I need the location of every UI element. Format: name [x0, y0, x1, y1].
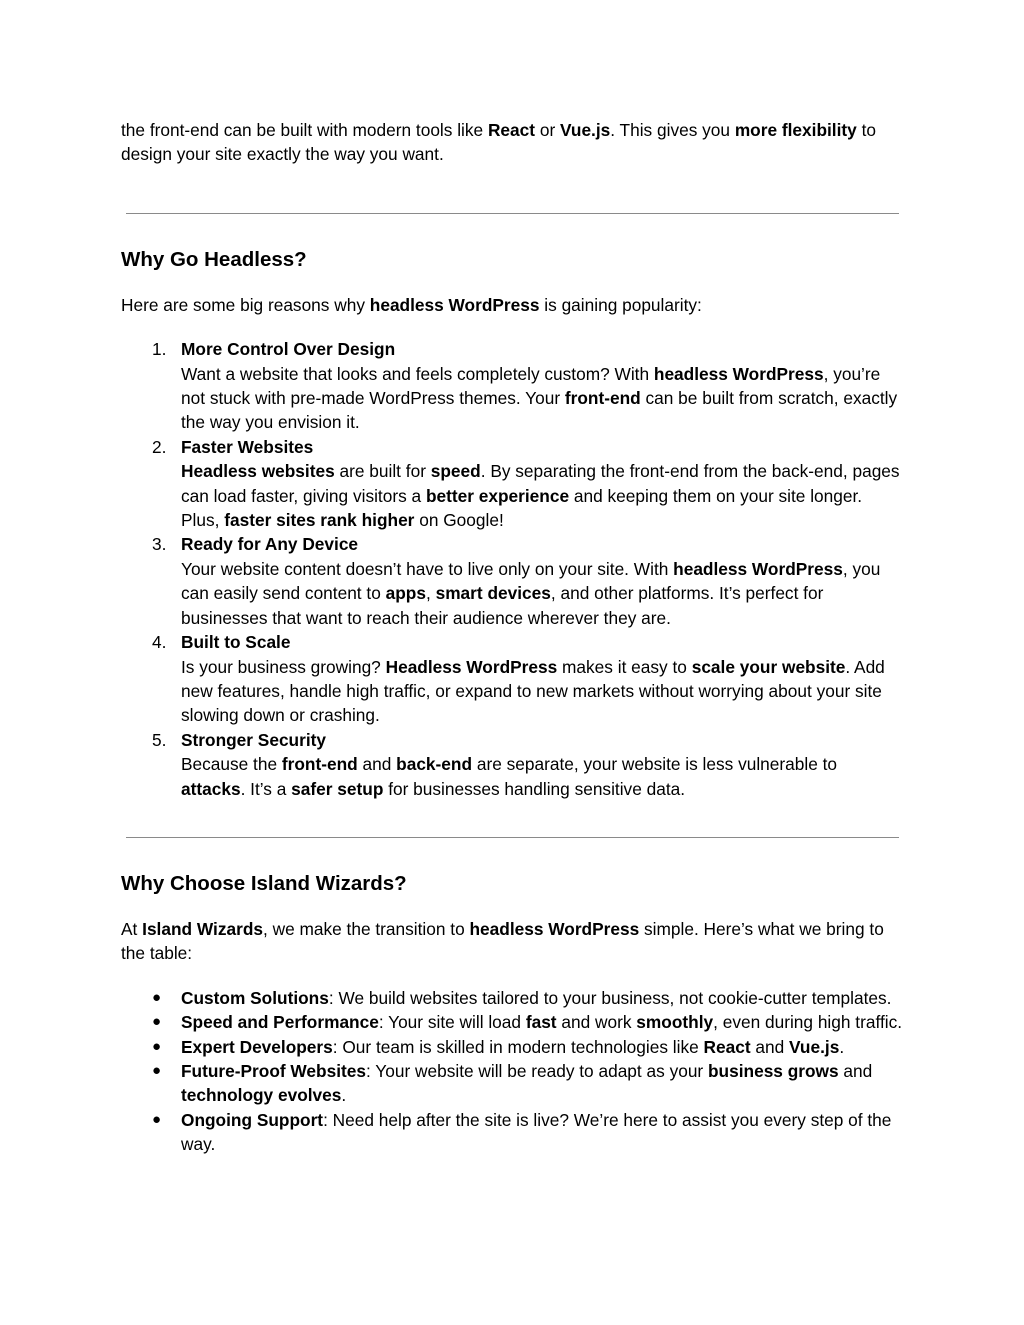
item-bold: back-end: [396, 754, 473, 775]
item-bold: better experience: [425, 485, 570, 506]
lead-bold: headless WordPress: [369, 294, 540, 315]
list-item: [121, 435, 903, 533]
item-bold: front-end: [281, 754, 358, 775]
item-text: : Your website will be ready to adapt as your: [366, 1060, 708, 1081]
item-text: and: [357, 754, 397, 775]
item-text: : Need help after the site is live? We’re here to assist you every step of the way.: [181, 1109, 892, 1155]
item-bold: smoothly: [636, 1012, 714, 1033]
item-text: : Our team is skilled in modern technologies like: [332, 1036, 704, 1057]
item-bold: attacks: [181, 778, 241, 799]
item-text: and: [750, 1036, 790, 1057]
item-text: , and other platforms. It’s perfect for businesses that want to reach their audience wherever they are.: [181, 583, 824, 628]
item-text: makes it easy to: [557, 656, 692, 677]
item-bold: safer setup: [291, 778, 384, 799]
item-text: .: [839, 1036, 845, 1057]
list-item: [121, 1059, 903, 1108]
item-bold: Future-Proof Websites: [181, 1060, 366, 1081]
list-number: 4.: [152, 632, 167, 653]
intro-bold-flexibility: more flexibility: [734, 120, 857, 140]
item-bold: scale your website: [691, 656, 846, 677]
item-text: . It’s a: [240, 778, 292, 799]
item-bold: smart devices: [435, 583, 551, 604]
item-bold: apps: [385, 583, 426, 604]
item-text: , you’re not stuck with pre-made WordPress themes. Your: [181, 363, 881, 409]
intro-paragraph: [121, 118, 903, 167]
item-bold: Vue.js: [789, 1036, 840, 1057]
list-item: [121, 1108, 903, 1157]
bullet-icon: ●: [152, 1037, 162, 1055]
item-bold: Headless websites: [181, 461, 335, 482]
list-item-title: Ready for Any Device: [181, 534, 359, 555]
intro-bold-vuejs: Vue.js: [560, 120, 611, 140]
list-item-title: More Control Over Design: [181, 339, 396, 360]
lead-text: simple. Here’s what we bring to the table:: [121, 918, 884, 964]
item-text: and keeping them on your site longer. Plus,: [181, 485, 863, 531]
item-text: are built for: [334, 461, 431, 482]
document-page: [121, 118, 903, 1157]
item-bold: technology evolves: [181, 1085, 342, 1106]
item-text: . By separating the front-end from the back-end, pages can load faster, giving visitors a: [181, 461, 900, 506]
item-text: on Google!: [414, 510, 504, 531]
intro-bold-react: React: [487, 120, 536, 140]
item-text: Because the: [181, 754, 282, 775]
item-bold: Custom Solutions: [181, 987, 329, 1008]
list-number: 3.: [152, 534, 167, 555]
item-text: are separate, your website is less vulnerable to: [472, 754, 838, 775]
item-text: for businesses handling sensitive data.: [383, 778, 686, 799]
item-text: . Add new features, handle high traffic, or expand to new markets without worrying about your site slowing down or crashing.: [181, 656, 885, 726]
item-bold: Expert Developers: [181, 1036, 333, 1057]
bullet-icon: ●: [152, 1013, 162, 1031]
item-bold: business grows: [708, 1060, 839, 1081]
list-item: [121, 728, 903, 801]
bullet-icon: ●: [152, 1110, 162, 1128]
section-heading-why-go-headless: Why Go Headless?: [121, 247, 307, 271]
item-text: Is your business growing?: [181, 656, 386, 677]
item-text: and: [838, 1060, 873, 1081]
item-bold: headless WordPress: [653, 363, 824, 384]
intro-text: to design your site exactly the way you want.: [121, 120, 876, 165]
item-bold: front-end: [564, 388, 641, 409]
section-heading-why-choose-island-wizards: Why Choose Island Wizards?: [121, 871, 407, 895]
item-text: : Your site will load: [378, 1012, 526, 1033]
intro-text: or: [535, 120, 560, 140]
bullet-icon: ●: [152, 988, 162, 1006]
reasons-list: [121, 337, 903, 801]
list-item: [121, 532, 903, 630]
lead-text: is gaining popularity:: [539, 294, 702, 315]
item-text: can be built from scratch, exactly the way you envision it.: [181, 388, 898, 433]
bullet-icon: ●: [152, 1061, 162, 1079]
list-number: 1.: [152, 339, 167, 360]
item-bold: Speed and Performance: [181, 1012, 379, 1033]
item-text: ,: [425, 583, 436, 604]
item-bold: Ongoing Support: [181, 1109, 324, 1130]
lead-bold: headless WordPress: [469, 918, 640, 939]
list-item-title: Faster Websites: [181, 436, 314, 457]
item-bold: headless WordPress: [673, 558, 843, 579]
item-text: and work: [556, 1012, 637, 1033]
section1-lead: [121, 293, 903, 317]
list-item-title: Built to Scale: [181, 632, 291, 653]
item-text: , even during high traffic.: [713, 1012, 903, 1033]
lead-bold: Island Wizards: [142, 918, 263, 939]
list-item: [121, 337, 903, 435]
item-text: , you can easily send content to: [181, 558, 881, 604]
section2-lead: [121, 917, 903, 966]
lead-text: Here are some big reasons why: [121, 294, 370, 315]
item-text: .: [341, 1085, 347, 1106]
lead-text: , we make the transition to: [262, 918, 470, 939]
item-text: Want a website that looks and feels completely custom? With: [181, 363, 654, 384]
benefits-list: [121, 986, 903, 1157]
list-item-title: Stronger Security: [181, 729, 327, 750]
item-bold: fast: [525, 1012, 557, 1033]
list-item: [121, 630, 903, 728]
list-number: 2.: [152, 436, 167, 457]
item-bold: React: [703, 1036, 751, 1057]
item-text: Your website content doesn’t have to live only on your site. With: [181, 558, 674, 579]
lead-text: At: [121, 918, 143, 939]
item-bold: Headless WordPress: [385, 656, 558, 677]
list-item: [121, 1010, 903, 1034]
intro-text: the front-end can be built with modern tools like: [121, 120, 488, 140]
list-item: [121, 1035, 903, 1059]
item-text: : We build websites tailored to your business, not cookie-cutter templates.: [328, 987, 892, 1008]
item-bold: speed: [430, 461, 481, 482]
list-number: 5.: [152, 729, 167, 750]
list-item: [121, 986, 903, 1010]
intro-text: . This gives you: [610, 120, 735, 140]
item-bold: faster sites rank higher: [224, 510, 415, 531]
